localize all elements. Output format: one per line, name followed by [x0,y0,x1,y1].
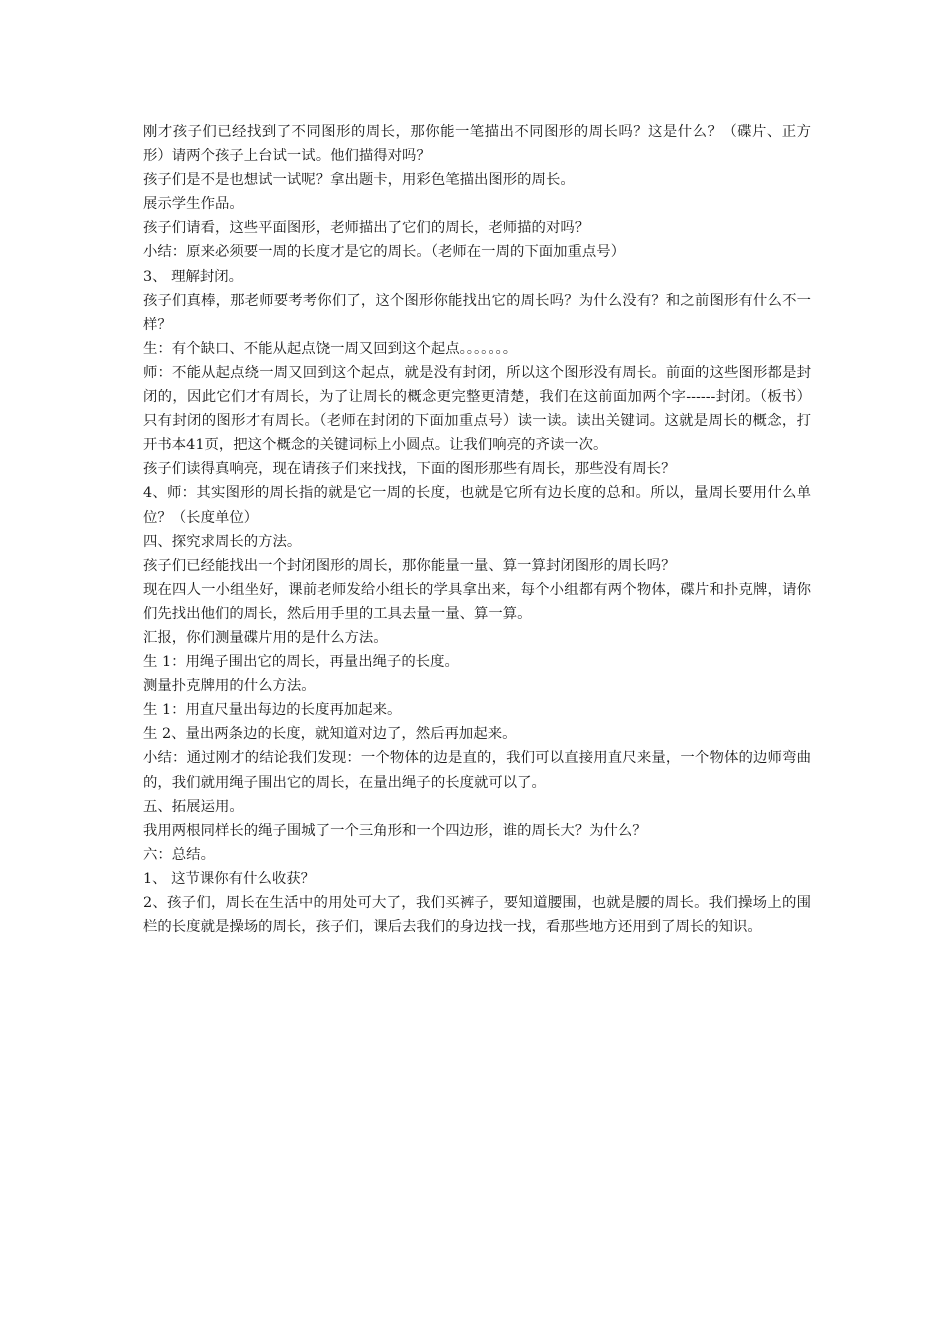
document-body [143,120,811,939]
paragraph: 师：不能从起点绕一周又回到这个起点，就是没有封闭，所以这个图形没有周长。前面的这些图形都是封闭的，因此它们才有周长，为了让周长的概念更完整更清楚，我们在这前面加两个字------封闭。（板书）只有封闭的图形才有周长。（老师在封闭的下面加重点号）读一读。读出关键词。这就是周长的概念，打开书本41页，把这个概念的关键词标上小圆点。让我们响亮的齐读一次。 [143,364,811,454]
section-heading: 3、 理解封闭。 [143,268,244,285]
paragraph: 孩子们已经能找出一个封闭图形的周长，那你能量一量、算一算封闭图形的周长吗？ [143,557,676,574]
paragraph: 测量扑克牌用的什么方法。 [143,678,316,695]
paragraph: 孩子们真棒，那老师要考考你们了，这个图形你能找出它的周长吗？为什么没有？和之前图形有什么不一样？ [143,292,811,333]
paragraph: 孩子们请看，这些平面图形，老师描出了它们的周长，老师描的对吗？ [143,220,590,237]
paragraph: 生：有个缺口、不能从起点饶一周又回到这个起点。。。。。。。 [143,340,518,357]
paragraph: 生 1：用直尺量出每边的长度再加起来。 [143,702,402,719]
section-heading: 四、探究求周长的方法。 [143,533,302,550]
paragraph: 刚才孩子们已经找到了不同图形的周长，那你能一笔描出不同图形的周长吗？这是什么？（碟片、正方形）请两个孩子上台试一试。他们描得对吗？ [143,124,811,165]
paragraph: 汇报，你们测量碟片用的是什么方法。 [143,629,388,646]
paragraph: 小结：通过刚才的结论我们发现：一个物体的边是直的，我们可以直接用直尺来量，一个物体的边师弯曲的，我们就用绳子围出它的周长，在量出绳子的长度就可以了。 [143,750,811,791]
section-heading: 五、拓展运用。 [143,798,244,815]
paragraph: 2、孩子们，周长在生活中的用处可大了，我们买裤子，要知道腰围，也就是腰的周长。我们操场上的围栏的长度就是操场的周长，孩子们，课后去我们的身边找一找，看那些地方还用到了周长的知识。 [143,895,811,936]
paragraph: 生 2、量出两条边的长度，就知道对边了，然后再加起来。 [143,726,517,743]
paragraph: 4、师：其实图形的周长指的就是它一周的长度，也就是它所有边长度的总和。所以，量周长要用什么单位？（长度单位） [143,485,811,526]
paragraph: 孩子们读得真响亮，现在请孩子们来找找，下面的图形那些有周长，那些没有周长？ [143,461,676,478]
paragraph: 我用两根同样长的绳子围城了一个三角形和一个四边形，谁的周长大？为什么？ [143,822,647,839]
paragraph: 1、 这节课你有什么收获？ [143,870,316,887]
paragraph: 小结：原来必须要一周的长度才是它的周长。（老师在一周的下面加重点号） [143,244,626,261]
paragraph: 孩子们是不是也想试一试呢？拿出题卡，用彩色笔描出图形的周长。 [143,172,575,189]
paragraph: 现在四人一小组坐好，课前老师发给小组长的学具拿出来，每个小组都有两个物体，碟片和扑克牌，请你们先找出他们的周长，然后用手里的工具去量一量、算一算。 [143,581,811,622]
paragraph: 展示学生作品。 [143,196,244,213]
section-heading: 六：总结。 [143,846,215,863]
paragraph: 生 1：用绳子围出它的周长，再量出绳子的长度。 [143,654,459,671]
